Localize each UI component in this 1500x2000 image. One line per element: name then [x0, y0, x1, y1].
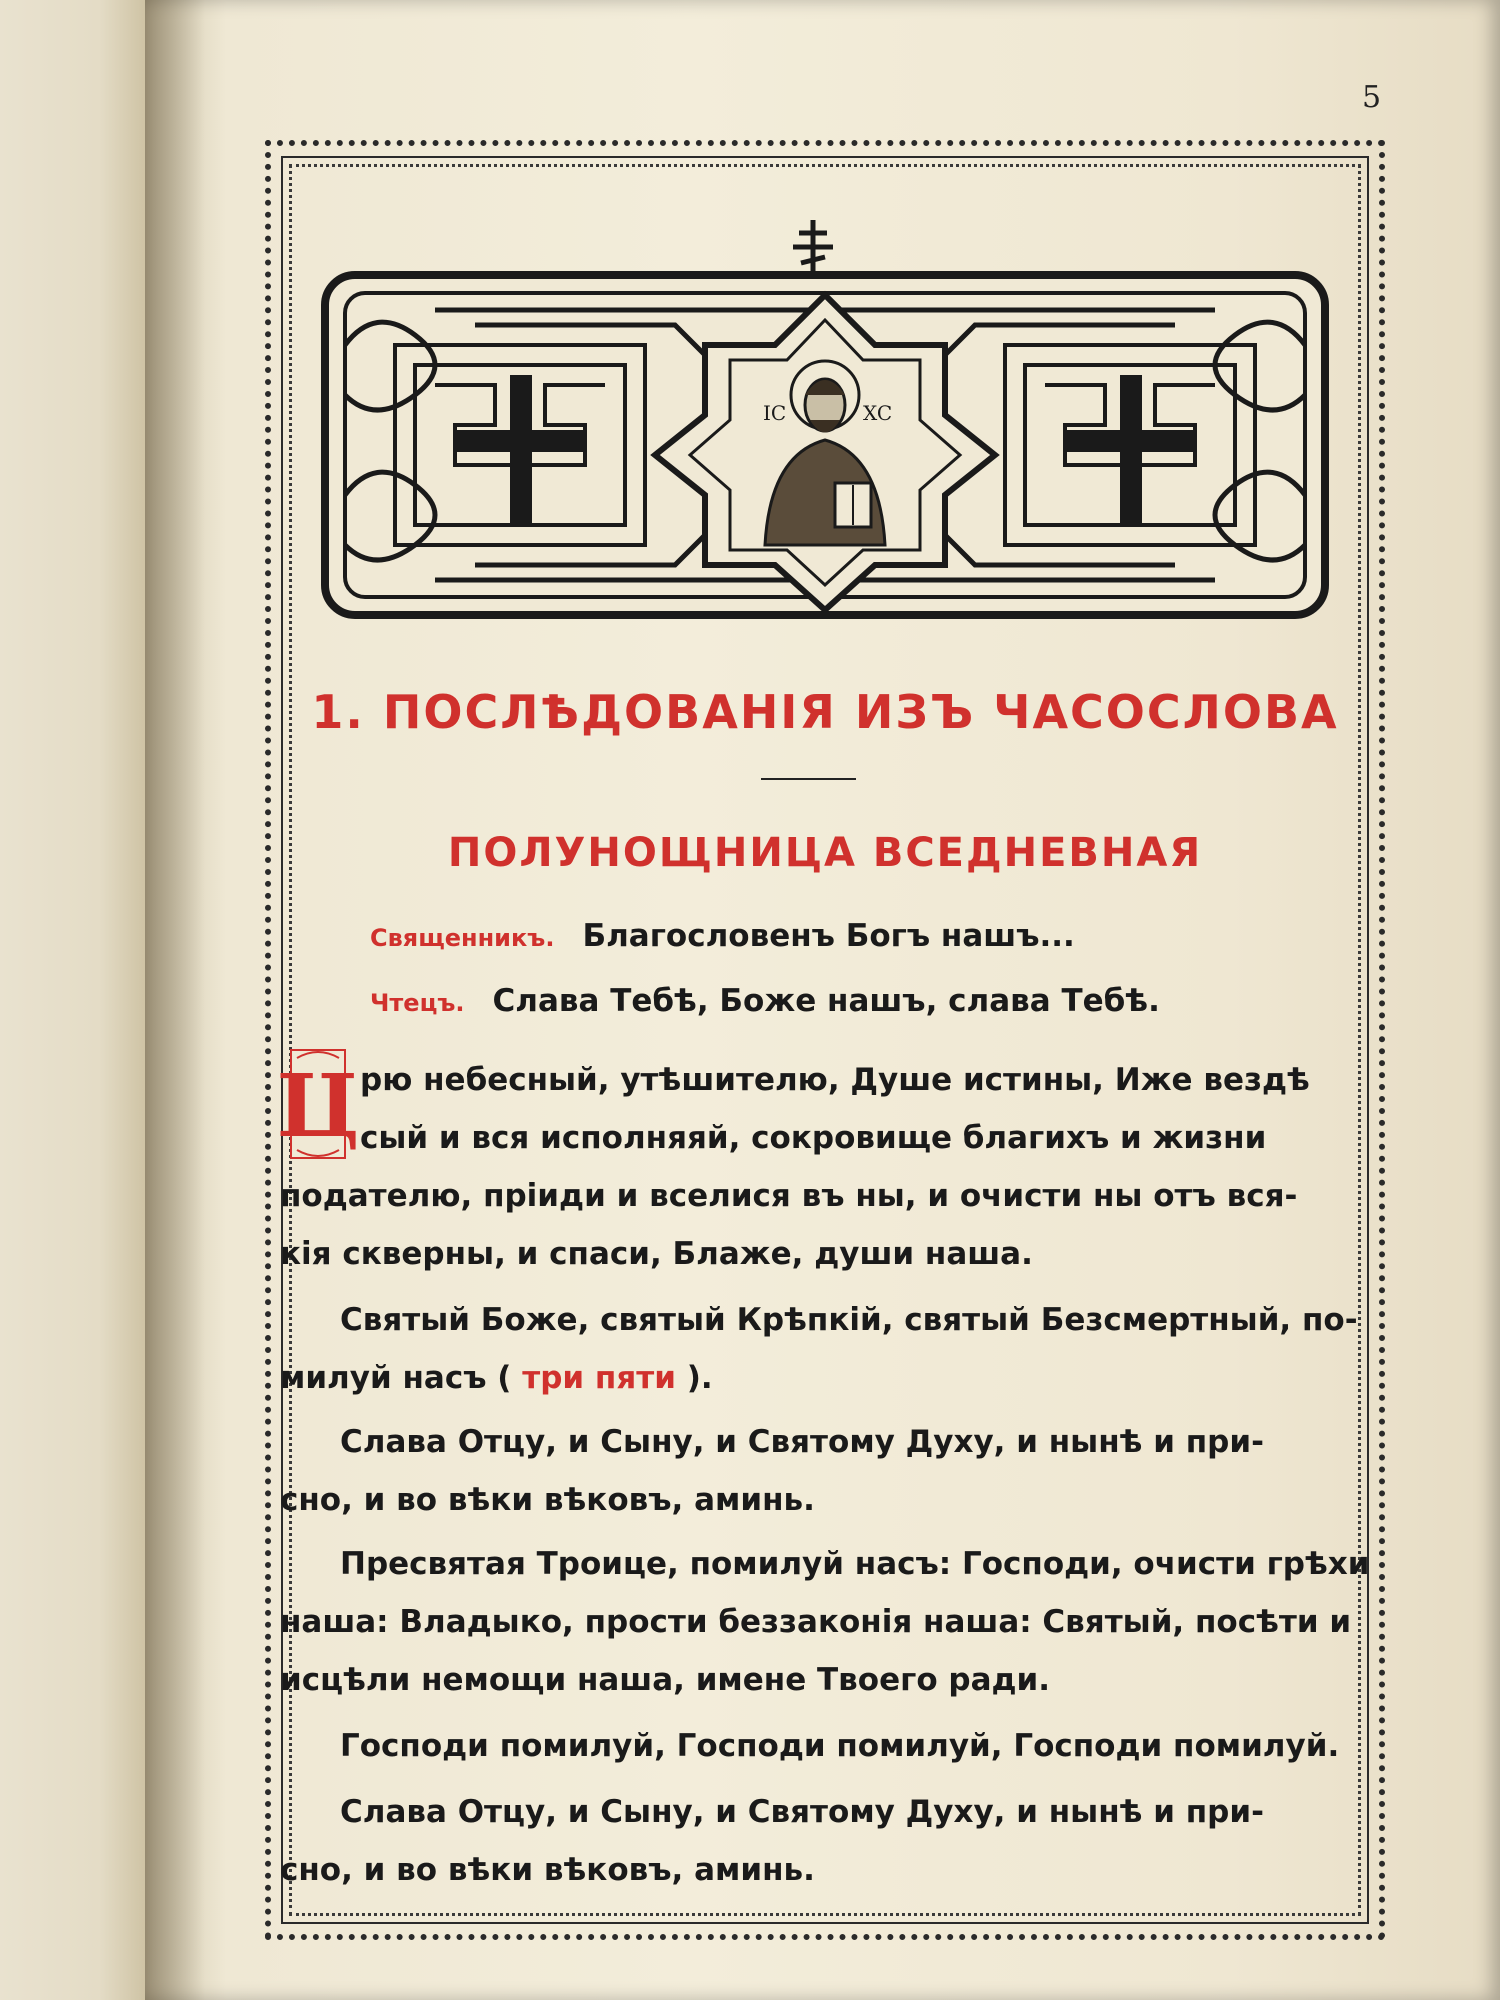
- dialogue-text: Слава Тебѣ, Боже нашъ, слава Тебѣ.: [492, 983, 1160, 1019]
- paragraph-line: исцѣли немощи наша, имене Твоего ради.: [280, 1662, 1051, 1698]
- rubric: три пяти: [522, 1360, 676, 1396]
- paragraph-line: Господи помилуй, Господи помилуй, Господи помилуй.: [340, 1728, 1340, 1764]
- paragraph-line: [280, 1360, 1380, 1396]
- paragraph-line: Святый Боже, святый Крѣпкій, святый Безсмертный, по-: [340, 1302, 1358, 1338]
- decorated-initial: [276, 1044, 360, 1164]
- speaker-label: Священникъ.: [370, 924, 555, 952]
- headpiece-ornament: [315, 215, 1335, 635]
- top-cross-icon: [793, 220, 833, 275]
- paragraph-line: рю небесный, утѣшителю, Душе истины, Иже вездѣ: [360, 1062, 1310, 1098]
- paragraph-text: милуй насъ (: [280, 1360, 512, 1396]
- section-title: 1. ПОСЛѢДОВАНІЯ ИЗЪ ЧАСОСЛОВА: [311, 685, 1339, 739]
- paragraph-line: Слава Отцу, и Сыну, и Святому Духу, и нынѣ и при-: [340, 1794, 1264, 1830]
- paragraph-text: ).: [686, 1360, 713, 1396]
- svg-text:Ц: Ц: [276, 1056, 360, 1157]
- dialogue-line: [370, 918, 1470, 954]
- paragraph-line: сый и вся исполняяй, сокровище благихъ и жизни: [360, 1120, 1267, 1156]
- paragraph-line: наша: Владыко, прости беззаконія наша: Святый, посѣти и: [280, 1604, 1352, 1640]
- paragraph-line: сно, и во вѣки вѣковъ, аминь.: [280, 1482, 815, 1518]
- paragraph-line: Слава Отцу, и Сыну, и Святому Духу, и нынѣ и при-: [340, 1424, 1264, 1460]
- title-rule: [761, 778, 856, 780]
- paragraph-line: сно, и во вѣки вѣковъ, аминь.: [280, 1852, 815, 1888]
- gutter-shadow: [145, 0, 205, 2000]
- xc-label: XC: [863, 401, 893, 425]
- paragraph-line: Пресвятая Троице, помилуй насъ: Господи, очисти грѣхи: [340, 1546, 1370, 1582]
- dialogue-line: [370, 983, 1470, 1019]
- dialogue-text: Благословенъ Богъ нашъ...: [582, 918, 1075, 954]
- page-number: 5: [1362, 80, 1382, 115]
- speaker-label: Чтецъ.: [370, 989, 465, 1017]
- ic-label: IC: [763, 401, 787, 425]
- service-title: ПОЛУНОЩНИЦА ВСЕДНЕВНАЯ: [447, 830, 1203, 876]
- paragraph-line: подателю, пріиди и вселися въ ны, и очисти ны отъ вся-: [280, 1178, 1298, 1214]
- paragraph-line: кія скверны, и спаси, Блаже, души наша.: [280, 1236, 1033, 1272]
